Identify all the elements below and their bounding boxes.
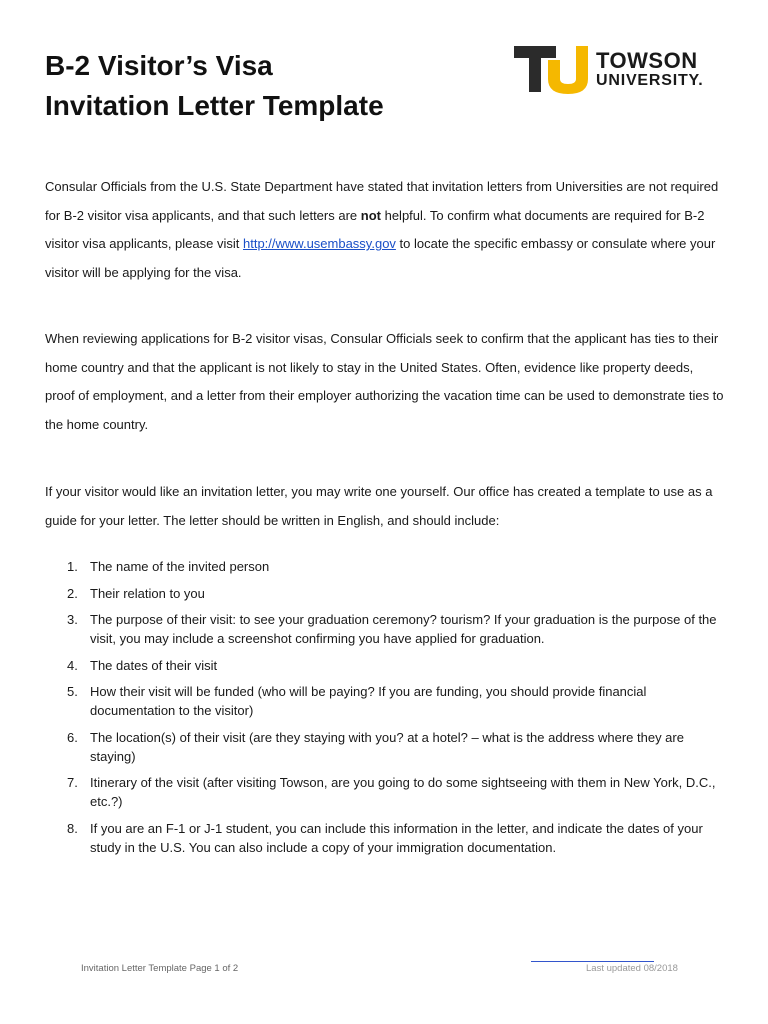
list-item-text: The dates of their visit: [90, 657, 218, 673]
list-item: [45, 728, 725, 766]
footer-last-updated: Last updated 08/2018: [586, 963, 678, 974]
tu-logo-mark-icon: [514, 46, 592, 94]
list-item-number: 7.: [67, 775, 78, 790]
list-item: [45, 656, 725, 675]
list-item-number: 8.: [67, 820, 78, 836]
paragraph1-text-c: to locate the specific embassy or consulate where your visitor will be applying for the visa.: [45, 236, 716, 280]
list-item-number: 3.: [67, 612, 78, 627]
logo-word-towson: TOWSON: [596, 48, 698, 73]
list-item: [45, 682, 725, 720]
list-item: [45, 773, 725, 811]
list-item: [45, 819, 725, 857]
paragraph-consular-intro: [45, 173, 725, 287]
list-item-text: The purpose of their visit: to see your graduation ceremony? tourism? If your graduation is the purpose of the visit, you may include a screenshot confirming you have applied for graduation.: [90, 612, 717, 646]
list-item-number: 6.: [67, 729, 78, 745]
list-item-number: 1.: [67, 559, 78, 574]
list-item-text: The name of the invited person: [90, 559, 270, 574]
list-item: [45, 557, 725, 576]
list-item-text: The location(s) of their visit (are they staying with you? at a hotel? – what is the address where they are staying): [90, 729, 684, 764]
paragraph1-bold: not: [360, 207, 381, 223]
paragraph1-text-b: helpful. To confirm what documents are required for B-2 visitor visa applicants, please visit: [45, 207, 705, 251]
required-items-list: [45, 557, 725, 864]
footer-page-label: Invitation Letter Template Page 1 of 2: [81, 963, 239, 974]
paragraph-invitation-guide: If your visitor would like an invitation letter, you may write one yourself. Our office has created a template to use as a guide for your letter. The letter should be written in English, and should include:: [45, 484, 713, 528]
list-item-text: Itinerary of the visit (after visiting Towson, are you going to do some sightseeing with them in New York, D.C., etc.?): [90, 775, 716, 809]
list-item: [45, 584, 725, 603]
list-item: [45, 610, 725, 648]
title-line-1: B-2 Visitor’s Visa: [45, 50, 273, 81]
footer-divider: [531, 961, 654, 962]
towson-university-logo: [514, 46, 714, 96]
usembassy-link[interactable]: http://www.usembassy.gov: [242, 236, 396, 251]
title-line-2: Invitation Letter Template: [45, 90, 384, 121]
list-item-number: 5.: [67, 684, 78, 699]
paragraph-reviewing-applications: When reviewing applications for B-2 visitor visas, Consular Officials seek to confirm that the applicant has ties to their home country and that the applicant is not likely to stay in the United States. Often, evidence like property deeds, proof of employment, and a letter from their employer authorizing the vacation time can be used to demonstrate ties to the home country.: [45, 331, 724, 432]
paragraph1-text-a: Consular Officials from the U.S. State Department have stated that invitation letters from Universities are not required for B-2 visitor visa applicants, and that such letters are: [45, 179, 719, 223]
list-item-number: 2.: [67, 585, 78, 601]
list-item-text: Their relation to you: [90, 585, 205, 601]
page-title: [45, 46, 384, 126]
list-item-text: How their visit will be funded (who will be paying? If you are funding, you should provide financial documentation to the visitor): [90, 684, 647, 718]
list-item-number: 4.: [67, 657, 78, 673]
logo-word-university: UNIVERSITY.: [596, 72, 704, 89]
list-item-text: If you are an F-1 or J-1 student, you can include this information in the letter, and indicate the dates of your study in the U.S. You can also include a copy of your immigration documentation.: [90, 820, 703, 855]
